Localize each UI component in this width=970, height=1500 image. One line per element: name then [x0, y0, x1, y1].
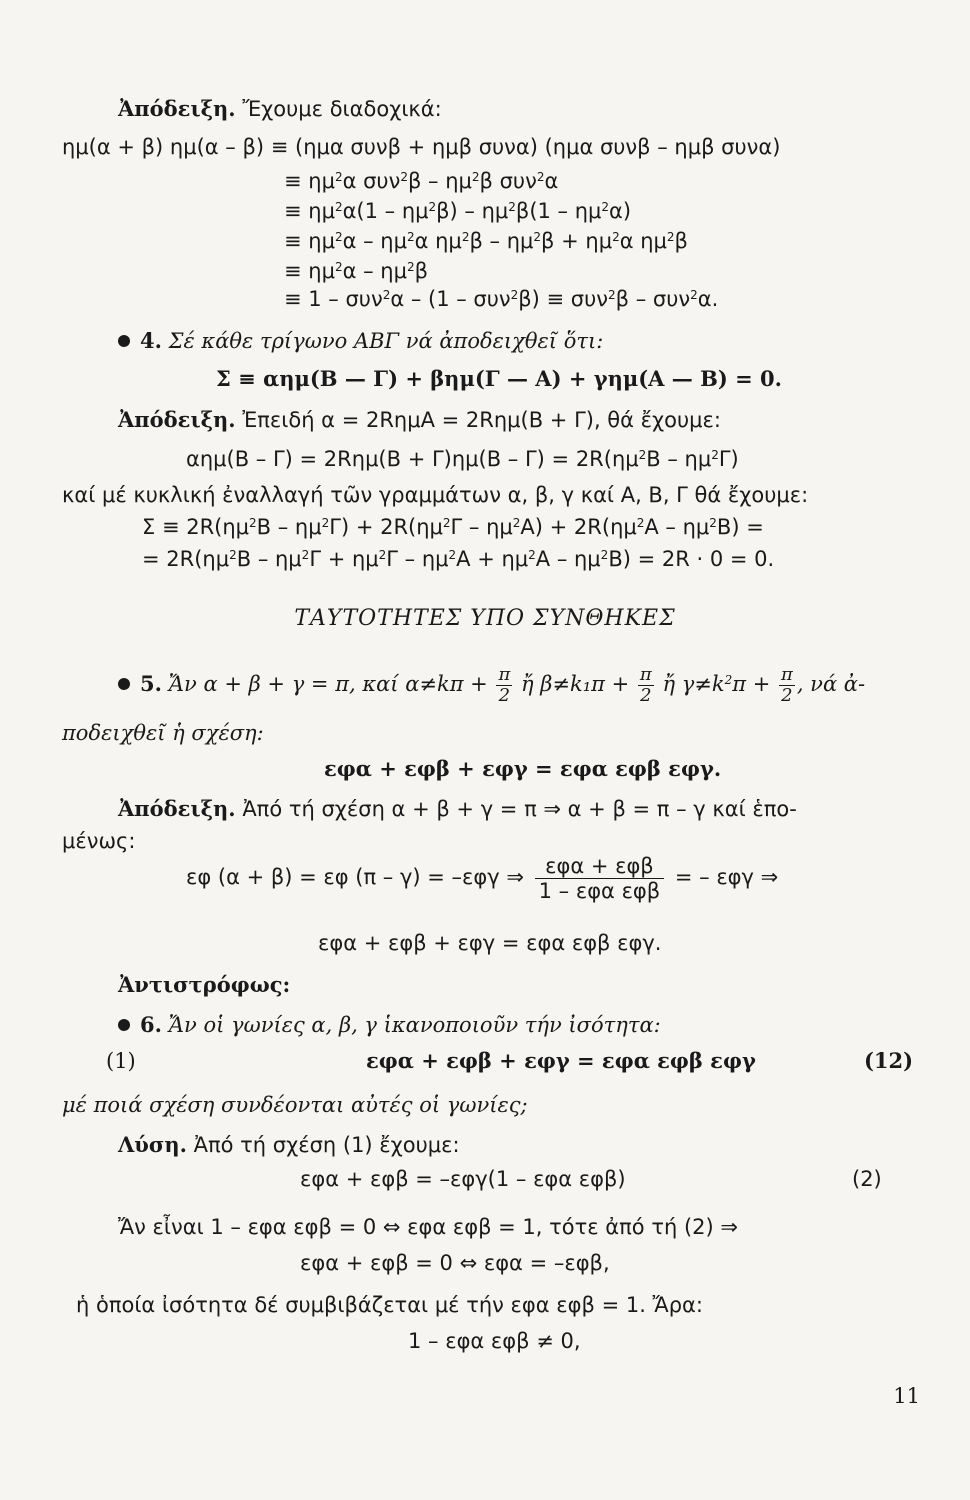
identity-line-2: ≡ $\eta\mu^2\alpha$ $\sigma\upsilon\nu^2\beta - \eta\mu^2\beta$ συν$^2$α [284, 169, 559, 193]
exercise-5-proof-text: Ἀπό τή σχέση α + β + γ = π ⇒ α + β = π – γ καί ἑπο- [242, 797, 797, 821]
tan-sum-fraction [535, 854, 665, 903]
exercise-4-proof-text: Ἐπειδή α = 2RημΑ = 2Rημ(Β + Γ), θά ἔχουμε: [242, 408, 721, 432]
bullet-icon [118, 1019, 130, 1031]
exercise-5-tail: , νά ἀ- [796, 672, 866, 696]
section-heading: ΤΑΥΤΟΤΗΤΕΣ ΥΠΟ ΣΥΝΘΗΚΕΣ [294, 606, 676, 631]
exercise-6-heading [118, 1010, 661, 1040]
exercise-5-proof-cont: μένως: [62, 829, 136, 853]
exercise-6-question: μέ ποιά σχέση συνδέονται αὐτές οἱ γωνίες; [62, 1093, 528, 1117]
solution-line-2: Ἄν εἶναι 1 – εφα εφβ = 0 ⇔ εφα εφβ = 1, τότε ἀπό τή (2) ⇒ [118, 1215, 738, 1239]
bullet-icon [118, 335, 130, 347]
exercise-6-text: Ἄν οἱ γωνίες α, β, γ ἱκανοποιοῦν τήν ἰσότητα: [168, 1013, 661, 1037]
solution-line-4: ἡ ὁποία ἰσότητα δέ συμβιβάζεται μέ τήν εφα εφβ = 1. Ἄρα: [76, 1293, 703, 1317]
exercise-5-condition-2: ἤ β≠k₁π + [521, 672, 630, 696]
exercise-5-eq-left: εφ (α + β) = εφ (π – γ) = –εφγ ⇒ [186, 865, 524, 889]
exercise-5-formula: εφα + εφβ + εφγ = εφα εφβ εφγ. [324, 756, 722, 781]
identity-line-3: ≡ $\eta\mu^2\alpha(1 - \eta\mu^2\beta) - \eta\mu^2\beta(1 - \eta\mu^2\alpha)$ [284, 199, 632, 223]
exercise-6-number: 6. [140, 1012, 162, 1037]
pi-over-2-fraction: $\frac{\pi}{2}$ [498, 664, 511, 706]
exercise-4-line-4: $\Sigma \equiv 2R(\eta\mu^2B - \eta\mu^2\Gamma) + 2R(\eta\mu^2\Gamma - \eta\mu^2A) + 2R(\eta\mu^2A - \eta\mu^2B)$ = [142, 515, 764, 539]
exercise-4-number: 4. [140, 328, 162, 353]
equation-tag-12: (12) [864, 1048, 914, 1073]
solution-text: Ἀπό τή σχέση (1) ἔχουμε: [193, 1133, 460, 1157]
proof-heading [118, 94, 442, 124]
solution-label: Λύση. [118, 1132, 187, 1157]
page-number: 11 [893, 1384, 920, 1408]
exercise-4-proof-label: Ἀπόδειξη. [118, 407, 236, 432]
proof-intro: Ἔχουμε διαδοχικά: [242, 97, 442, 121]
exercise-5-line-2: ποδειχθεῖ ἡ σχέση: [62, 721, 264, 745]
solution-line-3: εφα + εφβ = 0 ⇔ εφα = –εφβ, [300, 1251, 610, 1275]
solution-equation: εφα + εφβ = –εφγ(1 – εφα εφβ) [300, 1167, 626, 1191]
identity-line-4: ≡ $\eta\mu^2\alpha - \eta\mu^2\alpha$ $\eta\mu^2\beta - \eta\mu^2\beta + \eta\mu^2\alpha$ $\eta\mu^2\beta$ [284, 229, 688, 253]
exercise-5-proof [118, 794, 797, 824]
exercise-5-equation [186, 850, 778, 904]
exercise-5-eq-right: = – εφγ ⇒ [674, 865, 779, 889]
exercise-6-formula: εφα + εφβ + εφγ = εφα εφβ εφγ [366, 1048, 756, 1073]
exercise-4-line-3: καί μέ κυκλική ἐναλλαγή τῶν γραμμάτων α, β, γ καί Α, Β, Γ θά ἔχουμε: [62, 483, 809, 507]
converse-label: Ἀντιστρόφως: [118, 972, 291, 997]
identity-line-5: ≡ $\eta\mu^2\alpha - \eta\mu^2\beta$ [284, 259, 429, 283]
equation-tag-1: (1) [106, 1049, 136, 1073]
bullet-icon [118, 678, 130, 690]
exercise-5-condition-3: ἤ $\gamma\ne k^2\pi$ + [662, 672, 771, 696]
identity-line-1: ημ(α + β) ημ(α – β) ≡ (ημα συνβ + ημβ συνα) (ημα συνβ – ημβ συνα) [62, 135, 781, 159]
exercise-5-condition-1: Ἄν α + β + γ = π, καί α≠kπ + [168, 672, 488, 696]
solution-line-5: 1 – εφα εφβ ≠ 0, [408, 1329, 581, 1353]
exercise-4-line-2: $\alpha\eta\mu(B - \Gamma) = 2R\eta\mu(B + \Gamma)\eta\mu(B - \Gamma) = 2R(\eta\mu^2B - \eta\mu^2\Gamma)$ [186, 447, 739, 471]
exercise-5-number: 5. [140, 671, 162, 696]
pi-over-2-fraction: $\frac{\pi}{2}$ [780, 664, 793, 706]
solution-heading [118, 1130, 460, 1160]
exercise-4-heading [118, 326, 603, 356]
exercise-4-line-5: = $2R(\eta\mu^2B - \eta\mu^2\Gamma + \eta\mu^2\Gamma - \eta\mu^2A + \eta\mu^2A - \eta\mu^2B) = 2R \cdot 0 = 0$. [142, 547, 775, 571]
exercise-4-text: Σέ κάθε τρίγωνο ΑΒΓ νά ἀποδειχθεῖ ὅτι: [168, 329, 604, 353]
tan-sum-denominator: 1 – εφα εφβ [538, 878, 661, 903]
exercise-4-formula: Σ ≡ αημ(Β — Γ) + βημ(Γ — Α) + γημ(Α — Β) = 0. [216, 366, 782, 391]
exercise-5-heading [118, 660, 865, 708]
pi-over-2-fraction: $\frac{\pi}{2}$ [639, 664, 652, 706]
identity-line-6: ≡ 1 – συν$^2$α – (1 – συν$^2$β) ≡ συν$^2$β – συν$^2$α. [284, 287, 719, 311]
exercise-4-proof [118, 405, 721, 435]
equation-tag-2: (2) [852, 1167, 882, 1191]
exercise-5-proof-label: Ἀπόδειξη. [118, 796, 236, 821]
tan-sum-numerator: εφα + εφβ [535, 854, 665, 879]
exercise-5-result: εφα + εφβ + εφγ = εφα εφβ εφγ. [318, 931, 662, 955]
proof-label: Ἀπόδειξη. [118, 96, 236, 121]
